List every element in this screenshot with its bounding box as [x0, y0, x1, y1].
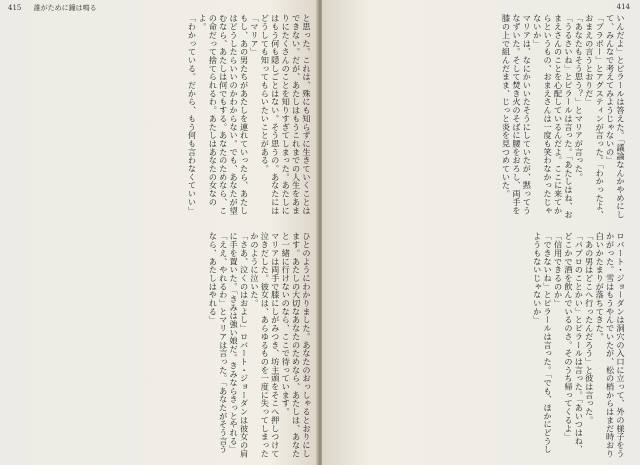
left-page: [0, 0, 318, 465]
left-lower-text: [12, 232, 312, 460]
right-upper-text: [330, 14, 626, 219]
left-page-header: [8, 3, 97, 13]
paragraph: 「ええ、やれるわ」とマリアは言った。「あなたがそう言うなら、あたしはやれる」: [208, 232, 229, 454]
paragraph: 「パブロのことかい」とピラールは言った。「あいつはね、どこかで酒を飲んでいるのさ。そのうち帰ってくるよ」: [563, 232, 585, 454]
right-page-header: [617, 3, 630, 11]
running-title: 誰がために鐘は鳴る: [33, 4, 97, 12]
paragraph: 「マリア」: [249, 14, 260, 56]
right-page: [322, 0, 640, 465]
paragraph: マリアは、なにかいいたそうにしていたが、黙ってうなずいた。そして焚き火のそばに腰をおろし、両手を膝の上で組んだまま、じっと炎を見つめていた。: [501, 14, 533, 215]
paragraph: 「さあ、泣くのはおよし」ロバート・ジョーダンは彼女の肩に手を置いた。「きみは強い娘だ。きみならきっとやれる」: [229, 232, 250, 458]
paragraph: 「あなたもそう思う？」とマリアが言った。: [574, 14, 585, 181]
paragraph: 「うるさいね」とピラールは言った。「あたしはね、おまえさんのことを心配しているんだよ。ここに来てからというもの、おまえさんは一度も笑わなかったじゃないか」: [532, 14, 574, 219]
paragraph: もし、あの男たちがあたしを連れていったら、あたしはどうしたらいいのかわからない。でも、あなたが望むなら、あたしは何でもする。あなたのためなら、この命だって捨てられるわ。あたしはあなたの女なのよ。: [197, 14, 250, 215]
paragraph: ロバート・ジョーダンは洞穴の入口に立って、外の様子をうかがった。雪はもうやんでいたが、松の梢からはまだ時おり白いかたまりが落ちてきた。: [595, 232, 626, 458]
paragraph: いんだよ」とピラールは答えた。「議論なんかやめにして、みんなで考えてみようじゃないの」: [605, 14, 626, 219]
paragraph: マリアは両手で膝にしがみつき、坊主頭をそこへ押しつけて泣きだした。彼女は、あらゆるものを一度に失ってしまったかのように泣いた。: [249, 232, 281, 458]
page-number: 414: [616, 3, 630, 11]
page-number: 415: [8, 4, 22, 12]
right-lower-text: [330, 232, 626, 460]
paragraph: 「ブラボー」とアグスティンが言った。「わかったよ、おまえの言うとおりだ」: [584, 14, 606, 219]
paragraph: 「あの男はどこへ行ったんだろう」と彼は言った。: [584, 232, 595, 425]
paragraph: ひとのようにわかりました。あなたのおっしゃるとおりにします。あたしの大切なあなたのためなら、あたしは、あなたと一緒に行けないのなら、ここで待っています。: [281, 232, 312, 458]
paragraph: と思った。これは、殊にも知らずに生きていくことはできない。だが、あたしはもうこれまでの人生をあまりにたくさんのことを知りすぎてしまった。あたしにはもう何も隠しごとはない。そう思うの。あなたにはどうしても知ってもらいたいことがある。: [260, 14, 312, 215]
paragraph: 「信用できるのか」: [553, 232, 564, 308]
paragraph: 「できないね」とピラールは言った。「でも、ほかにどうしようもないじゃないか」: [532, 232, 554, 454]
left-upper-text: [12, 14, 312, 219]
paragraph: 「わかっている。だから、もう何も言わなくていい」: [187, 14, 198, 215]
